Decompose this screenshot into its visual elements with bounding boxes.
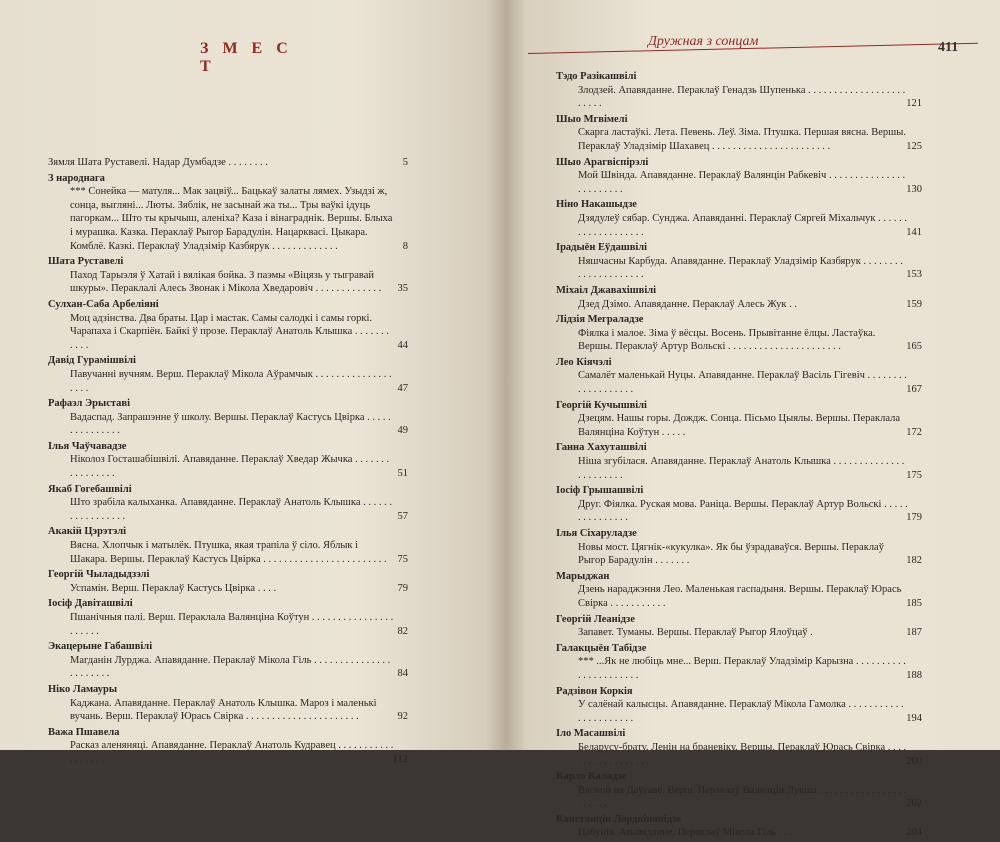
toc-work: Успамін. Верш. Пераклаў Кастусь Цвірка . . . . [70, 582, 277, 594]
toc-page-number: 141 [906, 226, 922, 238]
toc-entry [48, 525, 408, 566]
toc-work: У салёнай калысцы. Апавяданне. Пераклаў Мікола Гамолка . . . . . . . . . . . . . . . . . . . . . . [578, 699, 904, 724]
toc-author: Лео Кіячэлі [556, 356, 612, 368]
running-head: Дружная з сонцам [648, 34, 759, 49]
toc-page-number: 125 [906, 140, 922, 152]
toc-page-number: 153 [906, 269, 922, 281]
toc-work: Дзецям. Нашы горы. Дождж. Сонца. Пісьмо Цыялы. Вершы. Пераклала Валянціна Коўтун . . . . . [578, 413, 901, 438]
toc-entry [48, 255, 408, 296]
toc-author: Ніно Накашыдзе [556, 199, 637, 211]
toc-page-number: 185 [906, 597, 922, 609]
toc-page-number: 165 [906, 341, 922, 353]
toc-page-number: 49 [397, 425, 408, 437]
toc-page-number: 8 [402, 240, 408, 252]
toc-entry [556, 313, 922, 354]
toc-page-number: 75 [397, 553, 408, 565]
toc-author: Ілья Сіхаруладзе [556, 528, 637, 539]
toc-work: Зямля Шата Руставелі. Надар Думбадзе . . . . . . . . [48, 157, 268, 168]
toc-work: Вадаспад. Запрашэнне ў школу. Вершы. Пераклаў Кастусь Цвірка . . . . . . . . . . . . . . . [70, 411, 391, 437]
left-page [0, 0, 506, 765]
toc-work: Дзед Дзімо. Апавяданне. Пераклаў Алесь Жук . . [578, 298, 797, 310]
toc-page-number: 35 [397, 283, 408, 295]
toc-entry [556, 770, 922, 811]
toc-author: Якаб Гогебашвілі [48, 483, 132, 495]
toc-work: Запавет. Туманы. Вершы. Пераклаў Рыгор Ялоўцаў . [578, 627, 813, 639]
toc-work: Самалёт маленькай Нуцы. Апавяданне. Пераклаў Васіль Гігевіч . . . . . . . . . . . . . . . . . . . [578, 370, 907, 396]
toc-page-number: 112 [392, 753, 408, 765]
toc-author: Ніко Ламауры [48, 683, 118, 695]
toc-author: Важа Пшавела [48, 726, 120, 738]
right-page [506, 0, 1000, 839]
toc-entry [556, 613, 922, 640]
toc-page-number: 167 [906, 384, 922, 396]
toc-work: Ніша згубілася. Апавяданне. Пераклаў Анатоль Клышка . . . . . . . . . . . . . . . . . . . . . . . [578, 456, 905, 481]
toc-author: Сулхан-Саба Арбеліяні [48, 298, 159, 310]
toc-entry [48, 440, 408, 481]
toc-entry [556, 399, 922, 440]
toc-author: Іосіф Грышашвілі [556, 485, 644, 497]
toc-author: Рафаэл Эрыставі [48, 398, 130, 410]
toc-work: Злодзей. Апавяданне. Пераклаў Генадзь Шупенька . . . . . . . . . . . . . . . . . . . . . . . . [578, 84, 906, 110]
toc-entry [48, 640, 408, 681]
toc-entry [48, 354, 408, 395]
toc-title: З М Е С Т [200, 40, 293, 75]
toc-page-number: 57 [397, 510, 408, 522]
toc-work: Каджана. Апавяданне. Пераклаў Анатоль Клышка. Мароз і маленькі вучань. Верш. Пераклаў Юрась Свірка . . . . . . . . . . . . . . . . . . . . . . [70, 697, 377, 723]
toc-page-number: 187 [906, 627, 922, 639]
toc-author: З народнага [48, 172, 105, 184]
toc-author: Канстанцін Лордкіпанідзе [556, 813, 682, 825]
toc-entry [48, 597, 408, 638]
toc-work: Што зрабіла калыханка. Апавяданне. Пераклаў Анатоль Клышка . . . . . . . . . . . . . . . . . [70, 497, 392, 522]
toc-work: *** ...Як не любіць мне... Верш. Пераклаў Уладзімір Карызна . . . . . . . . . . . . . . . . . . . . . . [578, 656, 906, 681]
toc-entry [556, 113, 922, 154]
toc-author: Галакцыён Табідзе [556, 642, 647, 654]
toc-work: Беларусу-брату. Ленін на браневіку. Вершы. Пераклаў Юрась Свірка . . . . . . . . . . . . . . . . . . [578, 741, 907, 767]
toc-work: Новы мост. Цягнік-«кукулка». Як бы ўзрадаваўся. Вершы. Пераклаў Рыгор Барадулін . . . . . . . [578, 541, 884, 567]
toc-work: Няшчасны Карбуда. Апавяданне. Пераклаў Уладзімір Казбярук . . . . . . . . . . . . . . . . . . . . . [578, 255, 903, 281]
toc-work: Расказ аленяняці. Апавяданне. Пераклаў Анатоль Кудравец . . . . . . . . . . . . . . . . . . [70, 740, 394, 765]
toc-work: Фіялка і малое. Зіма ў вёсцы. Восень. Прывітанне ёлцы. Ластаўка. Вершы. Пераклаў Артур Вольскі . . . . . . . . . . . . . . . . . . . . . . [578, 327, 876, 353]
toc-author: Акакій Цэрэтэлі [48, 526, 127, 538]
toc-author: Шыо Арагвіспірэлі [556, 156, 649, 168]
toc-entry [48, 483, 408, 524]
toc-page-number: 92 [397, 711, 408, 723]
toc-entry [48, 397, 408, 438]
toc-author: Георгій Леанідзе [556, 613, 635, 625]
toc-page-number: 51 [397, 468, 408, 480]
toc-work: Вясна. Хлопчык і матылёк. Птушка, якая трапіла ў сіло. Яблык і Шакара. Вершы. Пераклаў Кастусь Цвірка . . . . . . . . . . . . . . . . . . . . . . . . [70, 540, 387, 565]
toc-entry [556, 284, 922, 311]
toc-work: Моц адзінства. Два браты. Цар і мастак. Самы салодкі і самы горкі. Чарапаха і Скарпіён. Байкі ў прозе. Пераклаў Анатоль Клышка . . . . . . . . . . . [70, 312, 389, 351]
toc-work: Паход Тарыэля ў Хатай і вялікая бойка. З паэмы «Віцязь у тыгравай шкуры». Пераклалі Алесь Звонак і Мікола Хведаровіч . . . . . . . . . . . . . [70, 269, 382, 295]
toc-author: Марыджан [556, 570, 610, 582]
toc-work: Мой Швінда. Апавяданне. Пераклаў Валянцін Рабкевіч . . . . . . . . . . . . . . . . . . . . . . . . [578, 170, 906, 195]
toc-author: Шыо Мгвімелі [556, 113, 628, 125]
toc-author: Георгій Чыладыдзэлі [48, 569, 150, 581]
toc-page-number: 194 [906, 712, 922, 724]
toc-work: Скарга ластаўкі. Лета. Певень. Леў. Зіма. Птушка. Першая вясна. Вершы. Пераклаў Уладзімір Шахавец . . . . . . . . . . . . . . . . . . . . . . . [578, 127, 906, 152]
toc-entry [556, 570, 922, 611]
toc-page-number: 179 [906, 512, 922, 524]
toc-author: Георгій Кучышвілі [556, 399, 647, 411]
toc-page-number: 182 [906, 555, 922, 567]
toc-work: Цабунія. Апавяданне. Пераклаў Мікола Гіль . . . [578, 827, 792, 839]
toc-author: Тэдо Разікашвілі [556, 71, 637, 82]
toc-entry [48, 683, 408, 724]
toc-author: Давід Гурамішвілі [48, 355, 136, 367]
toc-entry [48, 298, 408, 352]
toc-entry [556, 484, 922, 525]
toc-entry [556, 685, 922, 726]
toc-work: Магданін Лурджа. Апавяданне. Пераклаў Мікола Гіль . . . . . . . . . . . . . . . . . . . . . . . [70, 654, 391, 680]
toc-entry [556, 198, 922, 239]
toc-page-number: 159 [906, 298, 922, 310]
toc-author: Іосіф Давіташвілі [48, 598, 133, 610]
toc-page-number: 82 [397, 625, 408, 637]
toc-page-number: 79 [397, 582, 408, 594]
toc-right-list [556, 70, 922, 842]
toc-page-number: 121 [906, 98, 922, 110]
toc-page-number: 5 [402, 157, 408, 168]
toc-work: Павучанні вучням. Верш. Пераклаў Мікола Аўрамчык . . . . . . . . . . . . . . . . . . . [70, 368, 392, 394]
toc-entry [48, 172, 408, 254]
toc-author: Шата Руставелі [48, 256, 124, 268]
toc-author: Іло Масашвілі [556, 728, 626, 740]
toc-page-number: 172 [906, 426, 922, 438]
toc-entry [48, 568, 408, 595]
toc-entry [556, 70, 922, 111]
toc-author: Карло Каладзе [556, 771, 627, 783]
toc-page-number: 130 [906, 183, 922, 195]
toc-author: Ганна Хахуташвілі [556, 442, 647, 454]
toc-entry [48, 726, 408, 767]
toc-entry [556, 441, 922, 482]
toc-entry [556, 241, 922, 282]
toc-page-number: 44 [397, 339, 408, 351]
toc-page-number: 204 [906, 827, 922, 839]
toc-author: Лідзія Меграладзе [556, 314, 644, 326]
toc-work: Друг. Фіялка. Руская мова. Раніца. Вершы. Пераклаў Артур Вольскі . . . . . . . . . . . . . . . [578, 498, 908, 524]
toc-entry [556, 642, 922, 683]
toc-entry [48, 156, 408, 170]
toc-page-number: 202 [906, 798, 922, 810]
toc-author: Экацерыне Габашвілі [48, 641, 153, 653]
toc-entry [556, 356, 922, 397]
toc-entry [556, 156, 922, 197]
toc-page-number: 175 [906, 469, 922, 481]
toc-left-list [48, 156, 408, 769]
toc-page-number: 188 [906, 669, 922, 681]
page-number: 411 [938, 40, 959, 55]
toc-page-number: 84 [397, 668, 408, 680]
toc-author: Радзівон Коркія [556, 685, 633, 697]
toc-work: Вясной на Даўгаве. Верш. Пераклаў Валянцін Лукша . . . . . . . . . . . . . . . . . . . . . . . [578, 784, 907, 810]
toc-entry [556, 813, 922, 840]
toc-entry [556, 527, 922, 568]
toc-page-number: 200 [906, 755, 922, 767]
toc-work: Дзень нараджэння Лео. Маленькая гаспадыня. Вершы. Пераклаў Юрась Свірка . . . . . . . . . . . [578, 584, 902, 609]
toc-entry [556, 727, 922, 768]
toc-work: *** Сонейка — матуля... Мак зацвіў... Бацькаў залаты лямех. Узыдзі ж, сонца, выглянi... Люты. Зяблік, не засынай жа ты... Тры ваўкі ідуць пагоркам... Што ты крычыш, аленіха? Каза і вінаграднік. Вершы. Блыха і мурашка. Казка. Пераклаў Рыгор Барадулін. Нацарквасі. Цыкара. Комблё. Казкі. Пераклаў Уладзімір Казбярук . . . . . . . . . . . . . [70, 186, 393, 252]
toc-author: Міхаіл Джавахішвілі [556, 284, 657, 296]
toc-work: Дзядулеў сябар. Сунджа. Апавяданні. Пераклаў Сяргей Міхальчук . . . . . . . . . . . . . . . . . . . [578, 212, 908, 238]
toc-author: Ілья Чаўчавадзе [48, 440, 127, 452]
toc-work: Ніколоз Госташабішвілі. Апавяданне. Пераклаў Хведар Жычка . . . . . . . . . . . . . . . . [70, 454, 390, 480]
toc-author: Ірадыён Еўдашвілі [556, 242, 648, 254]
toc-page-number: 47 [397, 382, 408, 394]
toc-work: Пшанічныя палі. Верш. Пераклала Валянціна Коўтун . . . . . . . . . . . . . . . . . . . . . . [70, 612, 394, 637]
